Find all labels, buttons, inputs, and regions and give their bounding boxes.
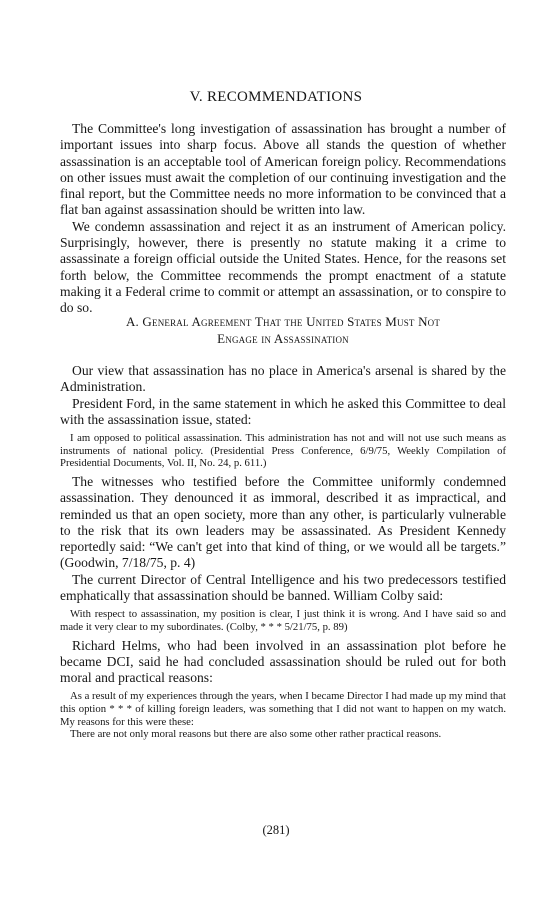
section-heading-line2: Engage in Assassination [217,331,349,346]
body-paragraph: The witnesses who testified before the Committee uniformly condemned assassination. They denounced it as immoral, described it as impractical, and reminded us that an open society, more than any other, is particularly vulnerable to the risk that its own leaders may be assassinated. As President Kennedy reportedly said: “We can't get into that kind of thing, or we would all be targets.” (Goodwin, 7/18/75, p. 4) [60,473,506,571]
block-quote: I am opposed to political assassination. This administration has not and will not use such means as instruments of national policy. (Presidential Press Conference, 6/9/75, Weekly Compilation of Presidential Documents, Vol. II, No. 24, p. 611.) [60,432,506,470]
block-quote: With respect to assassination, my position is clear, I just think it is wrong. And I have said so and made it very clear to my subordinates. (Colby, * * * 5/21/75, p. 89) [60,608,506,633]
section-heading-line1: A. General Agreement That the United States Must Not [125,314,441,329]
section-heading [60,313,506,347]
page-title: V. RECOMMENDATIONS [189,89,363,105]
intro-paragraph: We condemn assassination and reject it as an instrument of American policy. Surprisingly, however, there is presently no statute making it a crime to assassinate a foreign official outside the United States. Hence, for the reasons set forth below, the Committee recommends the prompt enactment of a statute making it a Federal crime to commit or attempt an assassination, or to conspire to do so. [60,218,506,316]
block-quote: As a result of my experiences through the years, when I became Director I had made up my mind that this option * * * of killing foreign leaders, was something that I did not want to happen on my watch. My reasons for this were these: [60,690,506,728]
body-paragraph: The current Director of Central Intelligence and his two predecessors testified emphatically that assassination should be banned. William Colby said: [60,571,506,604]
page-number: (281) [262,823,290,837]
intro-section [60,121,506,317]
block-quote: There are not only moral reasons but there are also some other rather practical reasons. [70,728,442,741]
body-paragraph: Our view that assassination has no place in America's arsenal is shared by the Administration. [60,363,506,395]
body-paragraph: President Ford, in the same statement in which he asked this Committee to deal with the assassination issue, stated: [60,395,506,427]
body-paragraph: Richard Helms, who had been involved in an assassination plot before he became DCI, said he had concluded assassination should be ruled out for both moral and practical reasons: [60,637,506,686]
body-section [60,363,506,741]
intro-paragraph: The Committee's long investigation of assassination has brought a number of important issues into sharp focus. Above all stands the question of whether assassination is an acceptable tool of American foreign policy. Recommendations on other issues must await the completion of our continuing investigation and the final report, but the Committee needs no more information to be convinced that a flat ban against assassination should be written into law. [60,121,506,218]
